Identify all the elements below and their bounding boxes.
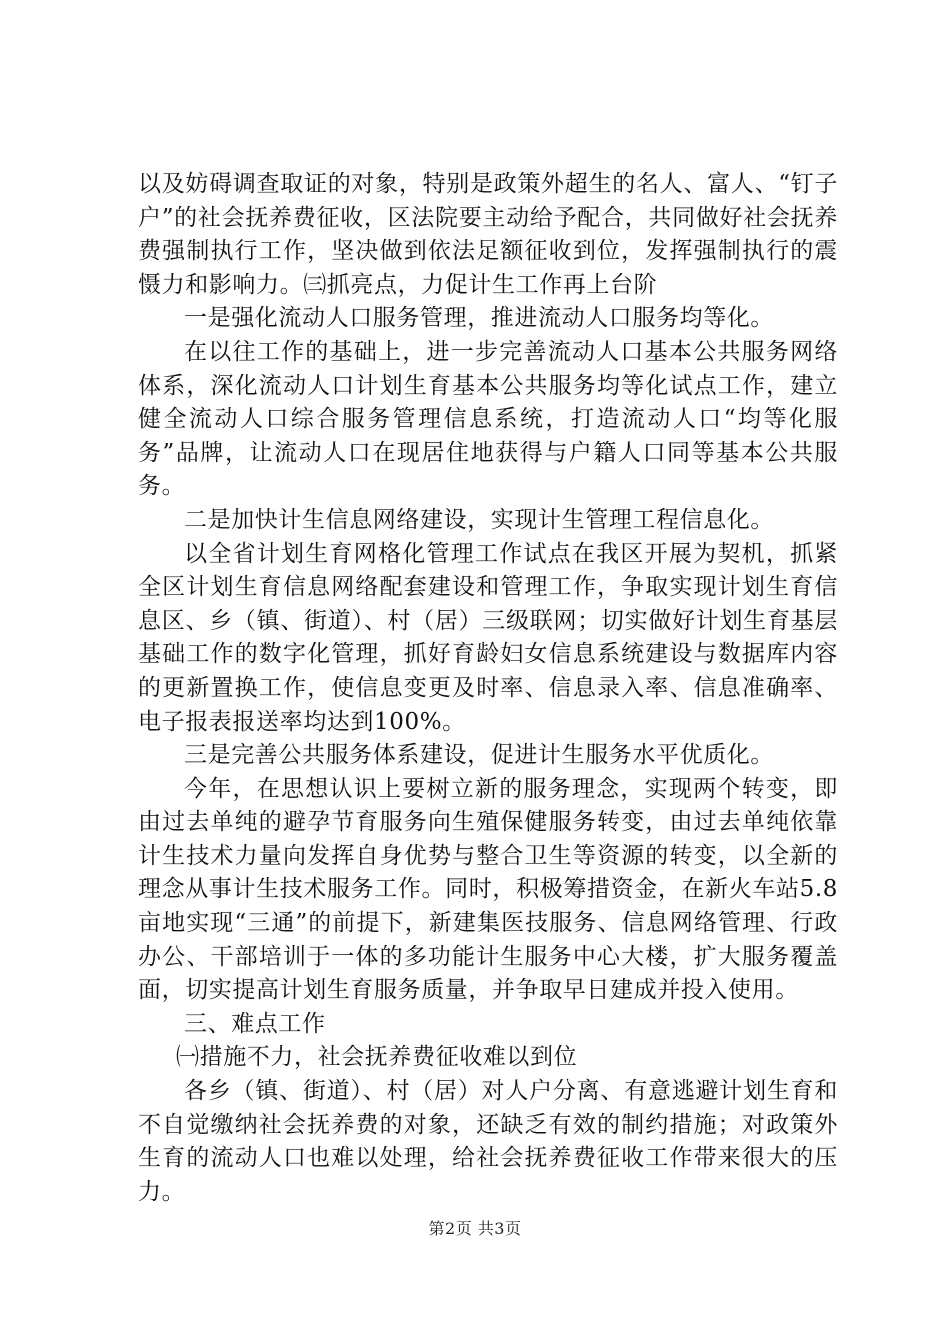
paragraph-migrant-service: 在以往工作的基础上，进一步完善流动人口基本公共服务网络体系，深化流动人口计划生育基本公共服务均等化试点工作，建立健全流动人口综合服务管理信息系统，打造流动人口“均等化服务”品牌，让流动人口在现居住地获得与户籍人口同等基本公共服务。 xyxy=(138,338,838,500)
paragraph-heading-public-service: 三是完善公共服务体系建设，促进计生服务水平优质化。 xyxy=(184,742,774,769)
paragraph-public-service: 今年，在思想认识上要树立新的服务理念，实现两个转变，即由过去单纯的避孕节育服务向生殖保健服务转变，由过去单纯依靠计生技术力量向发挥自身优势与整合卫生等资源的转变，以全新的理念从事计生技术服务工作。同时，积极筹措资金，在新火车站5.8亩地实现“三通”的前提下，新建集医技服务、信息网络管理、行政办公、干部培训于一体的多功能计生服务中心大楼，扩大服务覆盖面，切实提高计划生育服务质量，并争取早日建成并投入使用。 xyxy=(138,775,838,1004)
page-number-footer: 第2页 共3页 xyxy=(428,1219,522,1238)
paragraph-heading-info-network: 二是加快计生信息网络建设，实现计生管理工程信息化。 xyxy=(184,506,774,533)
section-heading-difficulties: 三、难点工作 xyxy=(184,1010,326,1037)
subheading-fee-collection: ㈠措施不力，社会抚养费征收难以到位 xyxy=(176,1044,578,1071)
paragraph-heading-migrant-service: 一是强化流动人口服务管理，推进流动人口服务均等化。 xyxy=(184,305,774,332)
document-body xyxy=(138,168,838,1209)
paragraph-info-network: 以全省计划生育网格化管理工作试点在我区开展为契机，抓紧全区计划生育信息网络配套建设和管理工作，争取实现计划生育信息区、乡（镇、街道）、村（居）三级联网；切实做好计划生育基层基础工作的数字化管理，抓好育龄妇女信息系统建设与数据库内容的更新置换工作，使信息变更及时率、信息录入率、信息准确率、电子报表报送率均达到100%。 xyxy=(138,540,838,735)
paragraph-continuation: 以及妨碍调查取证的对象，特别是政策外超生的名人、富人、“钉子户”的社会抚养费征收，区法院要主动给予配合，共同做好社会抚养费强制执行工作，坚决做到依法足额征收到位，发挥强制执行的震慑力和影响力。㈢抓亮点，力促计生工作再上台阶 xyxy=(138,171,838,298)
paragraph-fee-collection: 各乡（镇、街道）、村（居）对人户分离、有意逃避计划生育和不自觉缴纳社会抚养费的对象，还缺乏有效的制约措施；对政策外生育的流动人口也难以处理，给社会抚养费征收工作带来很大的压力。 xyxy=(138,1078,838,1205)
